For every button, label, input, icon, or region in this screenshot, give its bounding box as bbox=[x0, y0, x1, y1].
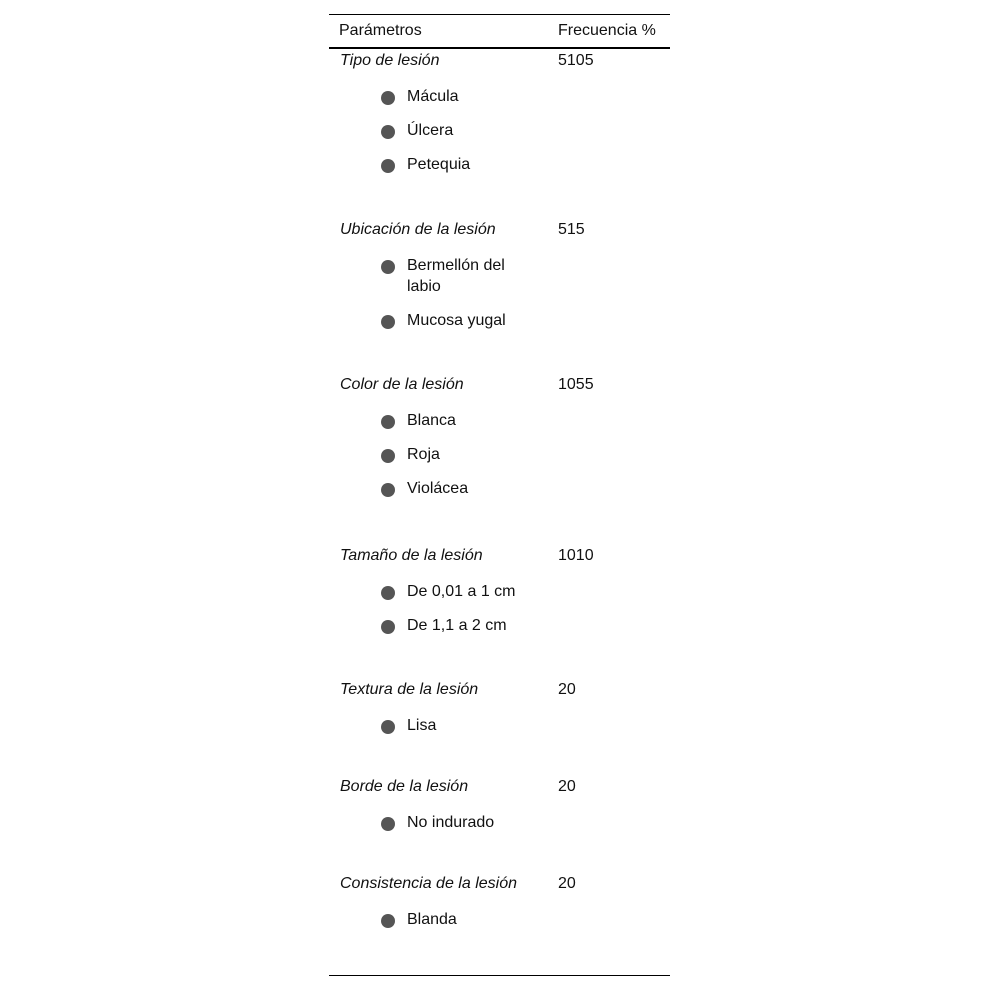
bullet-icon bbox=[381, 449, 395, 463]
bullet-icon bbox=[381, 415, 395, 429]
list-item bbox=[340, 478, 558, 499]
bullet-icon bbox=[381, 720, 395, 734]
bullet-icon bbox=[381, 817, 395, 831]
bullet-icon bbox=[381, 914, 395, 928]
bullet-list bbox=[340, 581, 558, 636]
parameters-table bbox=[329, 14, 670, 979]
list-item bbox=[340, 615, 558, 636]
bullet-icon bbox=[381, 159, 395, 173]
bullet-list bbox=[340, 410, 558, 499]
list-item bbox=[340, 310, 558, 331]
list-item-label: Blanda bbox=[407, 911, 457, 928]
bullet-list bbox=[340, 715, 558, 736]
parameter-cell bbox=[329, 775, 558, 833]
list-item-label: Violácea bbox=[407, 480, 469, 497]
list-item-label: De 1,1 a 2 cm bbox=[407, 617, 507, 634]
bullet-icon bbox=[381, 260, 395, 274]
group-title: Textura de la lesión bbox=[340, 681, 479, 698]
list-item-label: Mucosa yugal bbox=[407, 312, 506, 329]
group-title: Color de la lesión bbox=[340, 376, 464, 393]
list-item-label: Lisa bbox=[407, 717, 437, 734]
table-row bbox=[329, 373, 670, 499]
list-item bbox=[340, 812, 558, 833]
frequency-cell: 20 bbox=[558, 875, 576, 892]
bullet-icon bbox=[381, 125, 395, 139]
table-row bbox=[329, 544, 670, 636]
frequency-cell: 5105 bbox=[558, 52, 594, 69]
group-title: Consistencia de la lesión bbox=[340, 875, 517, 892]
list-item bbox=[340, 86, 558, 107]
group-title: Tamaño de la lesión bbox=[340, 547, 483, 564]
table-row bbox=[329, 218, 670, 331]
bullet-icon bbox=[381, 586, 395, 600]
frequency-cell: 20 bbox=[558, 681, 576, 698]
parameter-cell bbox=[329, 872, 558, 930]
table-row bbox=[329, 49, 670, 175]
table-header-row bbox=[329, 15, 670, 49]
list-item-label: Mácula bbox=[407, 88, 459, 105]
frequency-cell: 515 bbox=[558, 221, 585, 238]
list-item-label: No indurado bbox=[407, 814, 495, 831]
bullet-list bbox=[340, 812, 558, 833]
list-item-label: Petequia bbox=[407, 156, 471, 173]
bullet-list bbox=[340, 255, 558, 331]
table-body bbox=[329, 49, 670, 979]
group-title: Borde de la lesión bbox=[340, 778, 469, 795]
list-item bbox=[340, 154, 558, 175]
frequency-cell: 1055 bbox=[558, 376, 594, 393]
bullet-icon bbox=[381, 315, 395, 329]
frequency-cell: 1010 bbox=[558, 547, 594, 564]
table-row bbox=[329, 775, 670, 833]
list-item bbox=[340, 909, 558, 930]
bullet-icon bbox=[381, 483, 395, 497]
list-item-label: Úlcera bbox=[407, 122, 454, 139]
bullet-icon bbox=[381, 620, 395, 634]
list-item bbox=[340, 120, 558, 141]
bullet-icon bbox=[381, 91, 395, 105]
list-item bbox=[340, 444, 558, 465]
table-row bbox=[329, 872, 670, 930]
list-item bbox=[340, 715, 558, 736]
parameter-cell bbox=[329, 373, 558, 499]
list-item-label: Roja bbox=[407, 446, 440, 463]
list-item bbox=[340, 581, 558, 602]
parameter-cell bbox=[329, 678, 558, 736]
table-row bbox=[329, 678, 670, 736]
frequency-cell: 20 bbox=[558, 778, 576, 795]
list-item bbox=[340, 410, 558, 431]
bullet-list bbox=[340, 909, 558, 930]
table-bottom-rule bbox=[329, 975, 670, 976]
parameter-cell bbox=[329, 544, 558, 636]
list-item bbox=[340, 255, 558, 297]
parameter-cell bbox=[329, 49, 558, 175]
list-item-label: Bermellón del labio bbox=[407, 257, 505, 295]
parameter-cell bbox=[329, 218, 558, 331]
list-item-label: De 0,01 a 1 cm bbox=[407, 583, 516, 600]
list-item-label: Blanca bbox=[407, 412, 456, 429]
group-title: Ubicación de la lesión bbox=[340, 221, 496, 238]
group-title: Tipo de lesión bbox=[340, 52, 440, 69]
bullet-list bbox=[340, 86, 558, 175]
header-frecuencia: Frecuencia % bbox=[558, 22, 656, 39]
header-parametros: Parámetros bbox=[339, 22, 422, 39]
